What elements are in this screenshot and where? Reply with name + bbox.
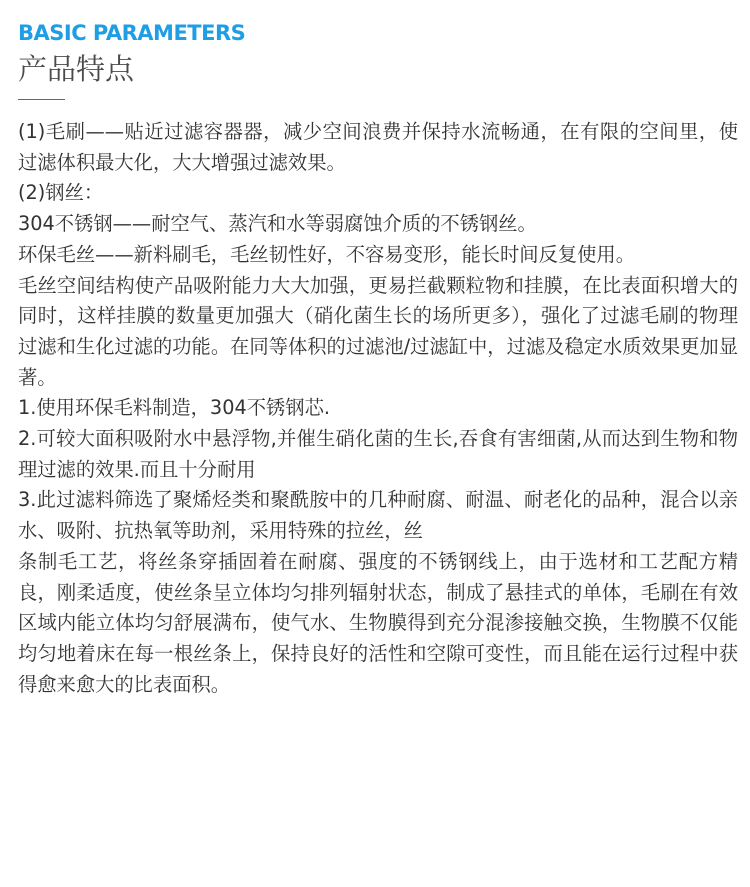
paragraph-eco-bristles: 环保毛丝——新料刷毛，毛丝韧性好，不容易变形，能长时间反复使用。 bbox=[18, 242, 635, 266]
paragraph-point-3: 3.此过滤料筛选了聚烯烃类和聚酰胺中的几种耐腐、耐温、耐老化的品种，混合以亲水、吸附、抗热氧等助剂，采用特殊的拉丝，丝 bbox=[18, 488, 738, 543]
feature-description bbox=[18, 117, 738, 700]
paragraph-steel-wire-heading: (2)钢丝： bbox=[18, 181, 104, 205]
paragraph-point-2: 2.可较大面积吸附水中悬浮物,并催生硝化菌的生长,吞食有害细菌,从而达到生物和物理过滤的效果.而且十分耐用 bbox=[18, 427, 738, 481]
paragraph-stainless-steel: 304不锈钢——耐空气、蒸汽和水等弱腐蚀介质的不锈钢丝。 bbox=[18, 212, 537, 236]
paragraph-brush: (1)毛刷——贴近过滤容器器，减少空间浪费并保持水流畅通，在有限的空间里，使过滤体积最大化，大大增强过滤效果。 bbox=[18, 120, 738, 174]
english-section-title: BASIC PARAMETERS bbox=[18, 21, 246, 45]
title-underline-divider bbox=[18, 99, 65, 100]
chinese-section-title: 产品特点 bbox=[18, 52, 135, 86]
paragraph-point-3-continued: 条制毛工艺，将丝条穿插固着在耐腐、强度的不锈钢线上，由于选材和工艺配方精良，刚柔适度，使丝条呈立体均匀排列辐射状态，制成了悬挂式的单体，毛刷在有效区域内能立体均匀舒展满布，使气水、生物膜得到充分混渗接触交换，生物膜不仅能均匀地着床在每一根丝条上，保持良好的活性和空隙可变性，而且能在运行过程中获得愈来愈大的比表面积。 bbox=[18, 549, 738, 696]
paragraph-structure: 毛丝空间结构使产品吸附能力大大加强，更易拦截颗粒物和挂膜，在比表面积增大的同时，这样挂膜的数量更加强大（硝化菌生长的场所更多），强化了过滤毛刷的物理过滤和生化过滤的功能。在同等体积的过滤池/过滤缸中，过滤及稳定水质效果更加显著。 bbox=[18, 273, 738, 389]
section-header bbox=[18, 20, 245, 100]
paragraph-point-1: 1.使用环保毛料制造，304不锈钢芯. bbox=[18, 396, 330, 420]
